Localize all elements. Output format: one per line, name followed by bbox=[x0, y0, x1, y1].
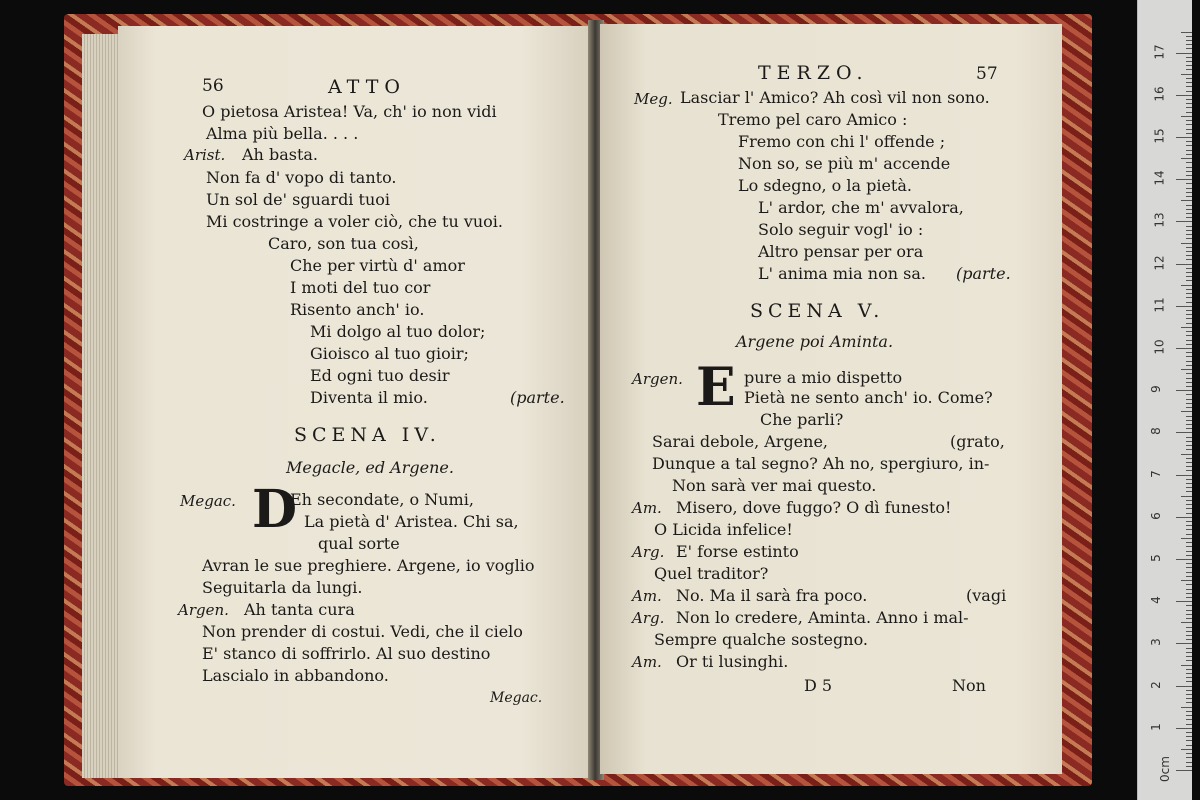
ruler-label: 1 bbox=[1148, 722, 1163, 731]
ruler-tick bbox=[1186, 483, 1192, 484]
ruler-tick bbox=[1186, 719, 1192, 720]
text-line: Un sol de' sguardi tuoi bbox=[206, 190, 390, 209]
ruler-tick bbox=[1186, 593, 1192, 594]
ruler-label: 17 bbox=[1152, 43, 1167, 60]
ruler-label: 12 bbox=[1152, 254, 1167, 271]
ruler-tick bbox=[1186, 732, 1192, 733]
text-line: Risento anch' io. bbox=[290, 300, 425, 319]
ruler-tick bbox=[1186, 247, 1192, 248]
ruler-label: 11 bbox=[1152, 297, 1167, 313]
ruler-tick bbox=[1186, 736, 1192, 737]
text-line: O Licida infelice! bbox=[654, 520, 793, 539]
ruler-label: 2 bbox=[1148, 680, 1163, 689]
text-line: Alma più bella. . . . bbox=[206, 124, 359, 143]
ruler-tick bbox=[1176, 601, 1192, 602]
ruler-tick bbox=[1176, 770, 1192, 771]
ruler-tick bbox=[1186, 365, 1192, 366]
text-line: Che per virtù d' amor bbox=[290, 256, 465, 275]
ruler-tick bbox=[1186, 69, 1192, 70]
speaker-label: Arist. bbox=[184, 146, 226, 164]
text-line: Or ti lusinghi. bbox=[676, 652, 789, 671]
drop-cap: D bbox=[252, 479, 298, 540]
ruler-tick bbox=[1186, 44, 1192, 45]
ruler-tick bbox=[1186, 268, 1192, 269]
ruler-tick bbox=[1186, 141, 1192, 142]
ruler-tick bbox=[1186, 479, 1192, 480]
ruler-tick bbox=[1186, 424, 1192, 425]
ruler-tick bbox=[1186, 631, 1192, 632]
text-line: Dunque a tal segno? Ah no, spergiuro, in- bbox=[652, 454, 990, 473]
ruler-tick bbox=[1181, 74, 1192, 75]
ruler-tick bbox=[1181, 665, 1192, 666]
text-line: I moti del tuo cor bbox=[290, 278, 431, 297]
text-line: L' anima mia non sa. bbox=[758, 264, 926, 283]
ruler-tick bbox=[1176, 221, 1192, 222]
ruler-tick bbox=[1181, 158, 1192, 159]
ruler-tick bbox=[1186, 36, 1192, 37]
ruler-tick bbox=[1181, 622, 1192, 623]
ruler-tick bbox=[1186, 57, 1192, 58]
ruler-tick bbox=[1186, 757, 1192, 758]
ruler-tick bbox=[1181, 116, 1192, 117]
ruler-tick bbox=[1186, 508, 1192, 509]
text-line: Avran le sue preghiere. Argene, io voglio bbox=[202, 556, 535, 575]
ruler-tick bbox=[1186, 462, 1192, 463]
ruler-tick bbox=[1186, 378, 1192, 379]
ruler-tick bbox=[1186, 715, 1192, 716]
ruler-tick bbox=[1176, 306, 1192, 307]
ruler-tick bbox=[1186, 255, 1192, 256]
ruler-tick bbox=[1186, 458, 1192, 459]
text-line: L' ardor, che m' avvalora, bbox=[758, 198, 964, 217]
text-line: Seguitarla da lungi. bbox=[202, 578, 363, 597]
ruler-tick bbox=[1186, 65, 1192, 66]
ruler-tick bbox=[1186, 373, 1192, 374]
ruler-tick bbox=[1186, 656, 1192, 657]
ruler-tick bbox=[1186, 78, 1192, 79]
ruler-label: 6 bbox=[1148, 511, 1163, 520]
ruler-tick bbox=[1186, 167, 1192, 168]
ruler-tick bbox=[1186, 196, 1192, 197]
ruler-tick bbox=[1186, 610, 1192, 611]
text-line: Fremo con chi l' offende ; bbox=[738, 132, 946, 151]
ruler-tick bbox=[1186, 399, 1192, 400]
ruler-tick bbox=[1186, 487, 1192, 488]
ruler-tick bbox=[1186, 107, 1192, 108]
ruler-tick bbox=[1186, 605, 1192, 606]
ruler-tick bbox=[1186, 441, 1192, 442]
ruler-tick bbox=[1186, 542, 1192, 543]
ruler-tick bbox=[1186, 335, 1192, 336]
ruler-tick bbox=[1186, 766, 1192, 767]
ruler-tick bbox=[1186, 669, 1192, 670]
ruler-tick bbox=[1176, 643, 1192, 644]
text-line: Mi dolgo al tuo dolor; bbox=[310, 322, 486, 341]
text-line: O pietosa Aristea! Va, ch' io non vidi bbox=[202, 102, 497, 121]
ruler-tick bbox=[1186, 344, 1192, 345]
text-line: Lo sdegno, o la pietà. bbox=[738, 176, 912, 195]
ruler-tick bbox=[1176, 179, 1192, 180]
text-line: Tremo pel caro Amico : bbox=[718, 110, 908, 129]
margin-note: (grato, bbox=[950, 432, 1005, 451]
text-line: Lasciar l' Amico? Ah così vil non sono. bbox=[680, 88, 990, 107]
ruler-tick bbox=[1181, 538, 1192, 539]
ruler-tick bbox=[1186, 289, 1192, 290]
ruler-label: 10 bbox=[1152, 339, 1167, 355]
page-number: 56 bbox=[202, 76, 224, 96]
page-number: 57 bbox=[976, 64, 998, 84]
ruler-tick bbox=[1186, 614, 1192, 615]
ruler-tick bbox=[1186, 120, 1192, 121]
ruler-tick bbox=[1176, 559, 1192, 560]
text-line: La pietà d' Aristea. Chi sa, bbox=[304, 512, 519, 531]
text-line: E' forse estinto bbox=[676, 542, 799, 561]
ruler-tick bbox=[1176, 475, 1192, 476]
ruler-tick bbox=[1186, 449, 1192, 450]
ruler-tick bbox=[1186, 171, 1192, 172]
ruler-tick bbox=[1186, 314, 1192, 315]
ruler-tick bbox=[1186, 217, 1192, 218]
ruler-tick bbox=[1186, 521, 1192, 522]
ruler-tick bbox=[1186, 407, 1192, 408]
ruler-tick bbox=[1186, 99, 1192, 100]
ruler-tick bbox=[1186, 145, 1192, 146]
ruler-label: 15 bbox=[1152, 128, 1167, 144]
ruler-tick bbox=[1186, 382, 1192, 383]
ruler-label: 14 bbox=[1152, 170, 1167, 186]
ruler-tick bbox=[1186, 551, 1192, 552]
ruler-tick bbox=[1181, 454, 1192, 455]
text-line: Altro pensar per ora bbox=[758, 242, 924, 261]
scene-title: SCENA IV. bbox=[294, 424, 441, 446]
text-line: Eh secondate, o Numi, bbox=[290, 490, 474, 509]
ruler-tick bbox=[1186, 272, 1192, 273]
ruler-tick bbox=[1186, 762, 1192, 763]
stage-direction: (parte. bbox=[510, 388, 565, 407]
ruler-tick bbox=[1186, 597, 1192, 598]
ruler-label: 7 bbox=[1148, 469, 1163, 478]
ruler-tick bbox=[1186, 635, 1192, 636]
ruler-tick bbox=[1186, 234, 1192, 235]
ruler-tick bbox=[1186, 150, 1192, 151]
ruler-tick bbox=[1186, 293, 1192, 294]
ruler-tick bbox=[1186, 318, 1192, 319]
ruler-tick bbox=[1176, 137, 1192, 138]
ruler-tick bbox=[1186, 740, 1192, 741]
ruler-tick bbox=[1186, 188, 1192, 189]
ruler-tick bbox=[1186, 205, 1192, 206]
ruler-tick bbox=[1186, 694, 1192, 695]
ruler-tick bbox=[1186, 302, 1192, 303]
ruler-tick bbox=[1186, 175, 1192, 176]
ruler-tick bbox=[1186, 323, 1192, 324]
speaker-label: Meg. bbox=[634, 90, 673, 108]
ruler-tick bbox=[1186, 82, 1192, 83]
scene-cast: Megacle, ed Argene. bbox=[286, 458, 454, 477]
ruler-tick bbox=[1186, 428, 1192, 429]
speaker-label: Am. bbox=[632, 653, 662, 671]
ruler-tick bbox=[1186, 103, 1192, 104]
text-line: qual sorte bbox=[318, 534, 400, 553]
ruler-tick bbox=[1186, 466, 1192, 467]
text-line: Lascialo in abbandono. bbox=[202, 666, 389, 685]
ruler-tick bbox=[1186, 660, 1192, 661]
ruler-tick bbox=[1186, 572, 1192, 573]
ruler-tick bbox=[1186, 133, 1192, 134]
ruler-tick bbox=[1186, 745, 1192, 746]
text-line: Non prender di costui. Vedi, che il cielo bbox=[202, 622, 523, 641]
ruler-tick bbox=[1186, 86, 1192, 87]
ruler-tick bbox=[1186, 513, 1192, 514]
ruler-label: 13 bbox=[1152, 212, 1167, 229]
catchword: Megac. bbox=[490, 690, 543, 706]
ruler-tick bbox=[1181, 580, 1192, 581]
text-line: Non sarà ver mai questo. bbox=[672, 476, 877, 495]
ruler-tick bbox=[1186, 576, 1192, 577]
ruler-tick bbox=[1186, 652, 1192, 653]
ruler-tick bbox=[1186, 437, 1192, 438]
text-line: Misero, dove fuggo? O dì funesto! bbox=[676, 498, 952, 517]
ruler-tick bbox=[1186, 251, 1192, 252]
ruler-tick bbox=[1186, 259, 1192, 260]
ruler-tick bbox=[1186, 183, 1192, 184]
speaker-label: Argen. bbox=[632, 370, 683, 388]
text-line: Ah tanta cura bbox=[244, 600, 355, 619]
speaker-label: Am. bbox=[632, 499, 662, 517]
ruler-tick bbox=[1186, 361, 1192, 362]
ruler-tick bbox=[1181, 285, 1192, 286]
ruler-tick bbox=[1186, 500, 1192, 501]
ruler-tick bbox=[1186, 112, 1192, 113]
ruler-tick bbox=[1186, 627, 1192, 628]
ruler-tick bbox=[1181, 369, 1192, 370]
ruler-tick bbox=[1186, 563, 1192, 564]
ruler-tick bbox=[1186, 91, 1192, 92]
text-line: Non lo credere, Aminta. Anno i mal- bbox=[676, 608, 969, 627]
catchword: Non bbox=[952, 676, 986, 695]
ruler-tick bbox=[1181, 411, 1192, 412]
ruler-tick bbox=[1181, 707, 1192, 708]
ruler-tick bbox=[1181, 200, 1192, 201]
ruler-tick bbox=[1186, 356, 1192, 357]
text-line: Sempre qualche sostegno. bbox=[654, 630, 869, 649]
ruler-tick bbox=[1186, 698, 1192, 699]
scene-cast: Argene poi Aminta. bbox=[736, 332, 894, 351]
ruler-tick bbox=[1186, 226, 1192, 227]
ruler-tick bbox=[1186, 124, 1192, 125]
running-head: ATTO bbox=[328, 76, 406, 98]
text-line: Ed ogni tuo desir bbox=[310, 366, 450, 385]
ruler-tick bbox=[1181, 749, 1192, 750]
text-line: Sarai debole, Argene, bbox=[652, 432, 829, 451]
ruler-tick bbox=[1186, 555, 1192, 556]
text-line: Solo seguir vogl' io : bbox=[758, 220, 924, 239]
ruler-tick bbox=[1186, 331, 1192, 332]
text-line: E' stanco di soffrirlo. Al suo destino bbox=[202, 644, 491, 663]
ruler-tick bbox=[1186, 724, 1192, 725]
speaker-label: Arg. bbox=[632, 609, 665, 627]
ruler-tick bbox=[1186, 525, 1192, 526]
ruler-tick bbox=[1186, 297, 1192, 298]
ruler-tick bbox=[1186, 567, 1192, 568]
left-page bbox=[118, 26, 592, 778]
ruler-tick bbox=[1186, 276, 1192, 277]
ruler-tick bbox=[1186, 711, 1192, 712]
ruler-tick bbox=[1176, 686, 1192, 687]
ruler-tick bbox=[1181, 496, 1192, 497]
ruler-tick bbox=[1186, 584, 1192, 585]
text-line: pure a mio dispetto bbox=[744, 368, 903, 387]
drop-cap: E bbox=[696, 357, 736, 418]
ruler-tick bbox=[1186, 310, 1192, 311]
ruler-tick bbox=[1181, 327, 1192, 328]
speaker-label: Argen. bbox=[178, 601, 229, 619]
running-head: TERZO. bbox=[758, 62, 869, 84]
text-line: Diventa il mio. bbox=[310, 388, 428, 407]
ruler-tick bbox=[1186, 673, 1192, 674]
ruler-tick bbox=[1176, 432, 1192, 433]
right-page bbox=[600, 24, 1062, 774]
ruler-tick bbox=[1186, 618, 1192, 619]
ruler-tick bbox=[1186, 420, 1192, 421]
speaker-label: Am. bbox=[632, 587, 662, 605]
text-line: Pietà ne sento anch' io. Come? bbox=[744, 388, 993, 407]
ruler-tick bbox=[1186, 753, 1192, 754]
ruler-tick bbox=[1186, 162, 1192, 163]
ruler-tick bbox=[1186, 416, 1192, 417]
ruler-label: 8 bbox=[1148, 427, 1163, 436]
ruler-tick bbox=[1186, 238, 1192, 239]
text-line: Gioisco al tuo gioir; bbox=[310, 344, 469, 363]
speaker-label: Arg. bbox=[632, 543, 665, 561]
ruler-label: 16 bbox=[1152, 86, 1167, 102]
ruler-tick bbox=[1186, 534, 1192, 535]
ruler-label: 5 bbox=[1148, 554, 1163, 562]
scene-title: SCENA V. bbox=[750, 300, 885, 322]
ruler-tick bbox=[1186, 702, 1192, 703]
ruler-label: 0cm bbox=[1157, 756, 1172, 782]
ruler-tick bbox=[1176, 95, 1192, 96]
ruler-tick bbox=[1186, 352, 1192, 353]
ruler-tick bbox=[1176, 728, 1192, 729]
ruler-tick bbox=[1186, 154, 1192, 155]
stage-direction: (parte. bbox=[956, 264, 1011, 283]
margin-note: (vagi bbox=[966, 586, 1007, 605]
ruler-tick bbox=[1186, 209, 1192, 210]
ruler-tick bbox=[1186, 48, 1192, 49]
speaker-label: Megac. bbox=[180, 492, 236, 510]
ruler-tick bbox=[1186, 589, 1192, 590]
text-line: Che parli? bbox=[760, 410, 844, 429]
ruler-tick bbox=[1176, 264, 1192, 265]
ruler-tick bbox=[1186, 677, 1192, 678]
signature-mark: D 5 bbox=[804, 676, 833, 695]
page-edges bbox=[82, 34, 120, 778]
text-line: Ah basta. bbox=[242, 145, 318, 164]
ruler-tick bbox=[1186, 394, 1192, 395]
ruler-tick bbox=[1186, 40, 1192, 41]
ruler-label: 9 bbox=[1148, 385, 1163, 394]
ruler-tick bbox=[1186, 340, 1192, 341]
ruler-tick bbox=[1186, 491, 1192, 492]
scale-ruler bbox=[1137, 0, 1192, 800]
text-line: Quel traditor? bbox=[654, 564, 769, 583]
ruler-tick bbox=[1186, 681, 1192, 682]
ruler-tick bbox=[1186, 529, 1192, 530]
ruler-tick bbox=[1186, 445, 1192, 446]
ruler-label: 3 bbox=[1148, 638, 1163, 647]
ruler-tick bbox=[1186, 129, 1192, 130]
ruler-tick bbox=[1186, 192, 1192, 193]
text-line: Mi costringe a voler ciò, che tu vuoi. bbox=[206, 212, 504, 231]
ruler-label: 4 bbox=[1148, 596, 1163, 605]
ruler-tick bbox=[1181, 243, 1192, 244]
text-line: No. Ma il sarà fra poco. bbox=[676, 586, 868, 605]
ruler-tick bbox=[1186, 546, 1192, 547]
ruler-tick bbox=[1186, 648, 1192, 649]
ruler-tick bbox=[1186, 403, 1192, 404]
ruler-tick bbox=[1176, 348, 1192, 349]
ruler-tick bbox=[1186, 280, 1192, 281]
ruler-tick bbox=[1186, 61, 1192, 62]
ruler-tick bbox=[1186, 230, 1192, 231]
text-line: Non fa d' vopo di tanto. bbox=[206, 168, 397, 187]
ruler-tick bbox=[1186, 386, 1192, 387]
ruler-tick bbox=[1176, 390, 1192, 391]
ruler-tick bbox=[1186, 213, 1192, 214]
ruler-tick bbox=[1176, 53, 1192, 54]
ruler-tick bbox=[1186, 639, 1192, 640]
ruler-tick bbox=[1181, 32, 1192, 33]
text-line: Caro, son tua così, bbox=[268, 234, 419, 253]
ruler-tick bbox=[1186, 504, 1192, 505]
ruler-tick bbox=[1176, 517, 1192, 518]
text-line: Non so, se più m' accende bbox=[738, 154, 951, 173]
ruler-tick bbox=[1186, 470, 1192, 471]
ruler-tick bbox=[1186, 690, 1192, 691]
